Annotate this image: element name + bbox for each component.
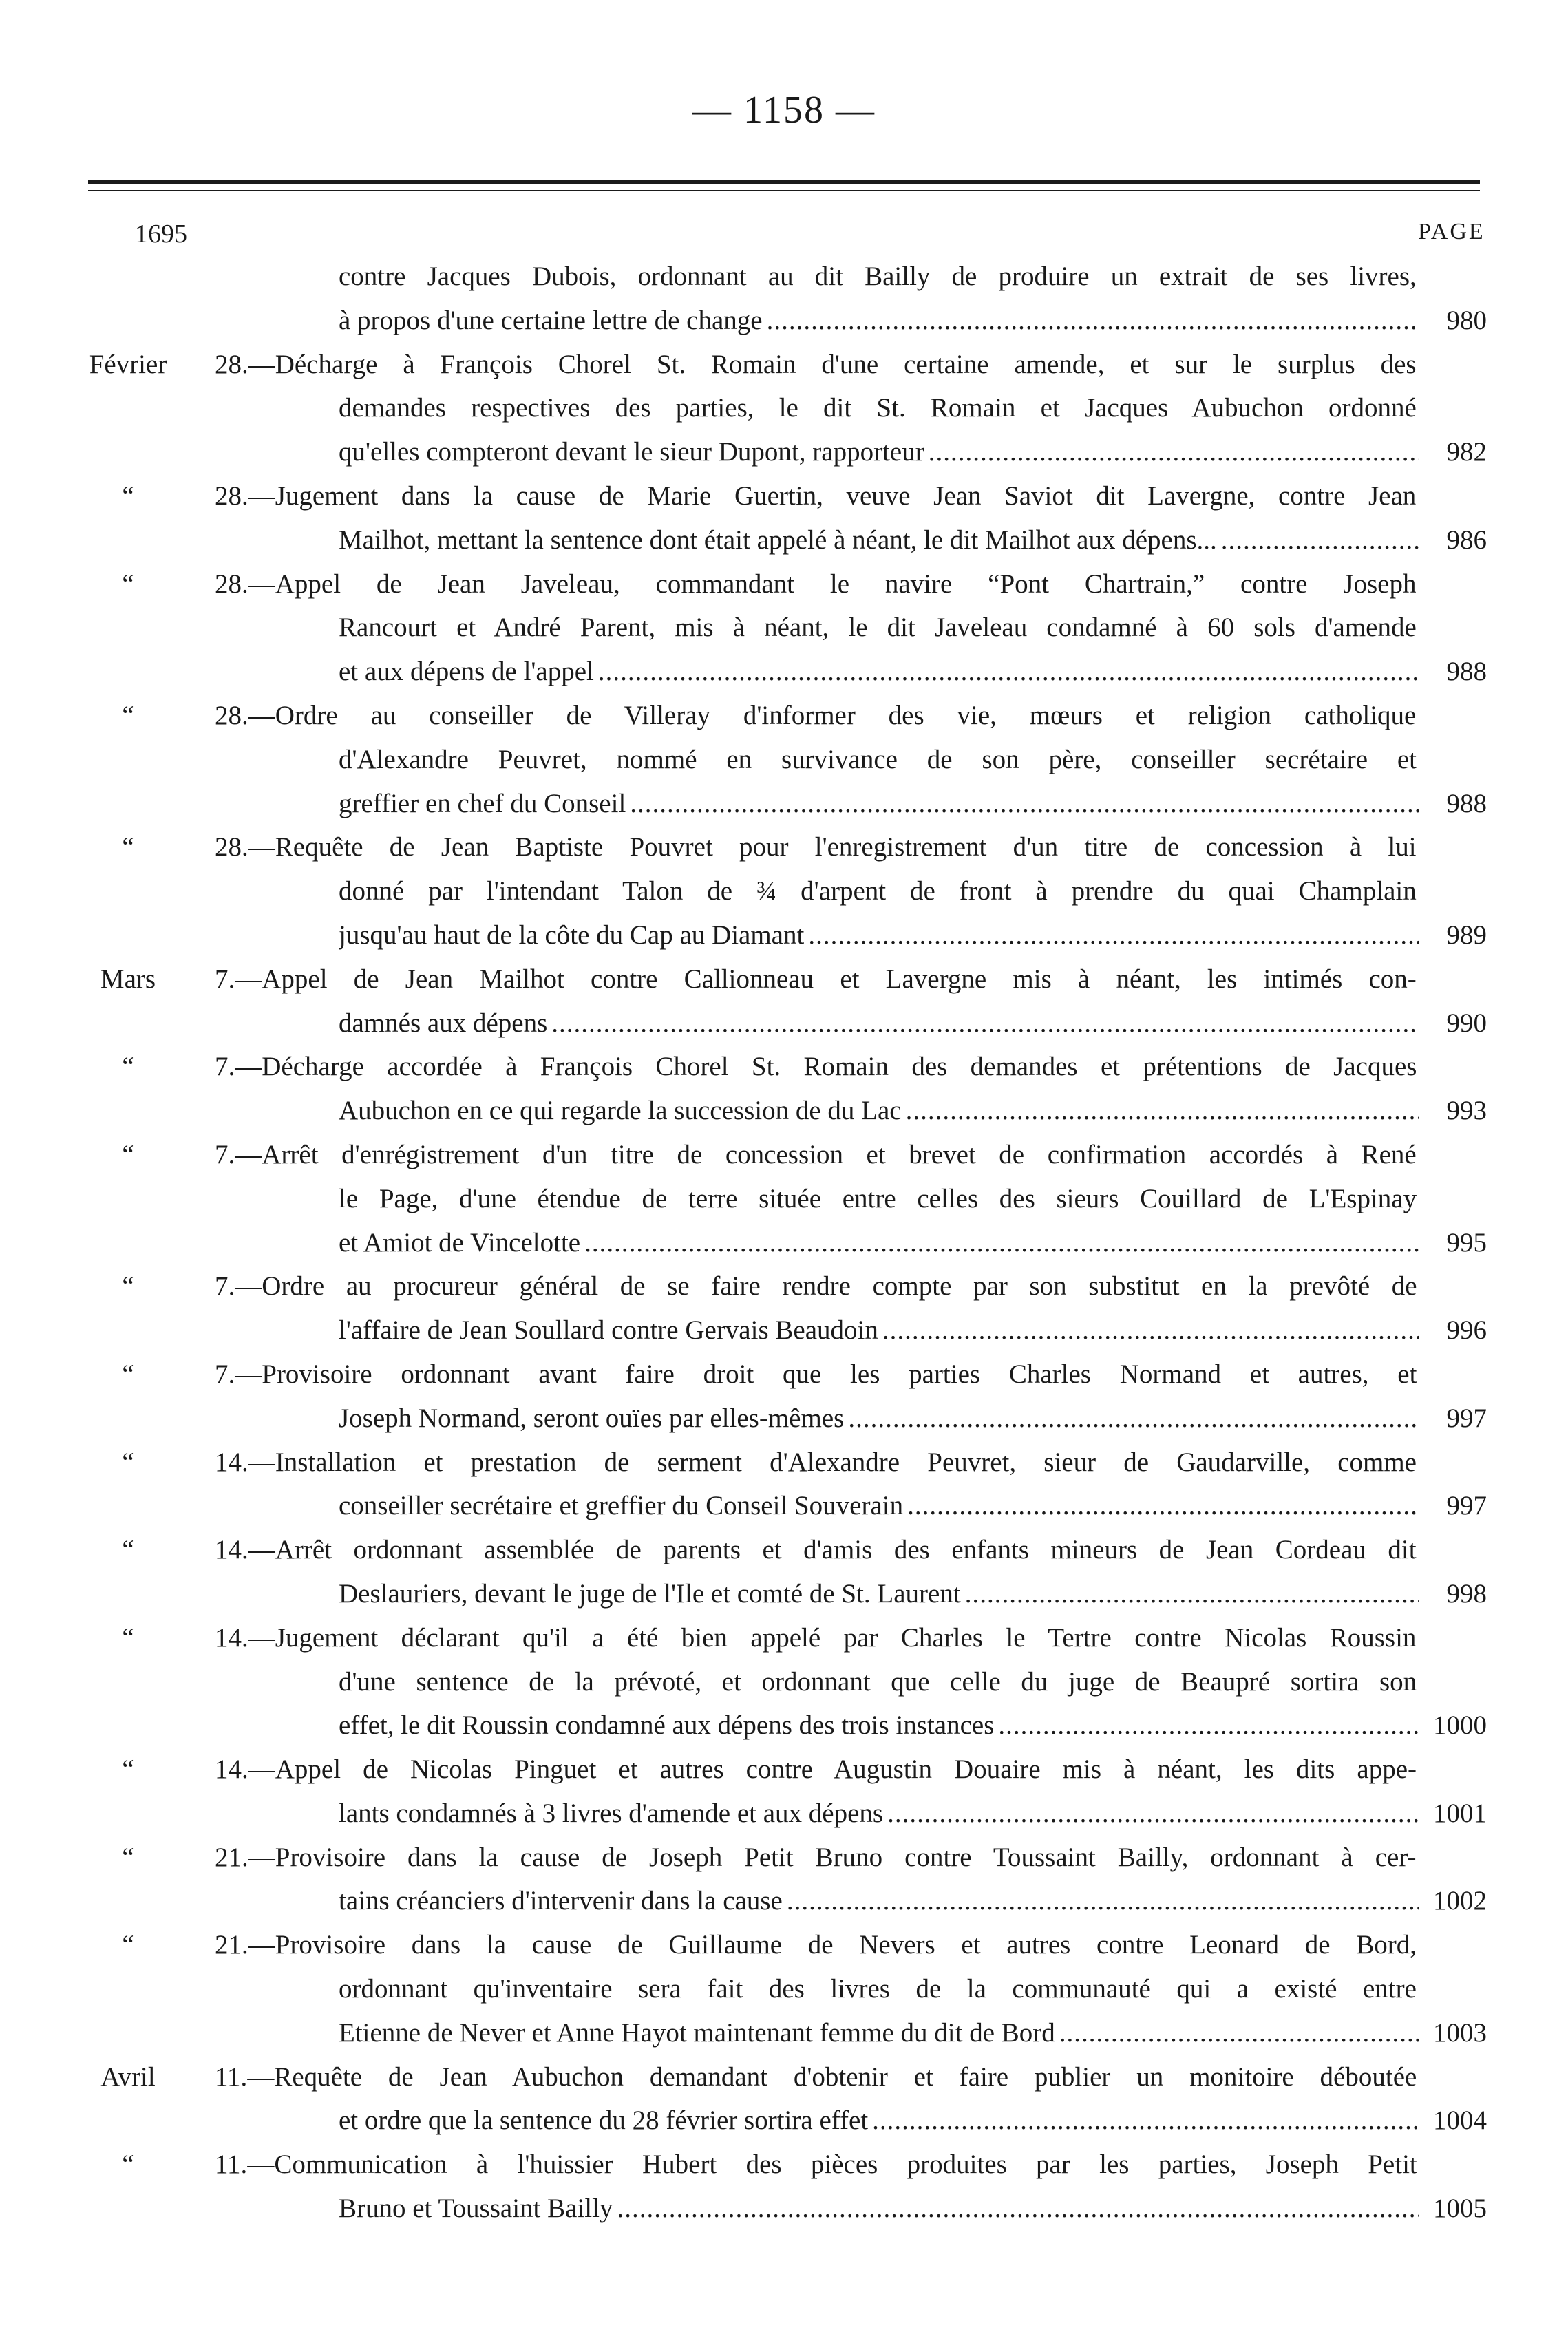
entry-line [0,1397,1568,1441]
dot-leader [887,1792,1419,1836]
entry-month: “ [122,832,134,862]
entry-date: 28. [215,480,248,511]
entry-page-number: 980 [1446,305,1487,335]
entry-text: —Décharge à François Chorel St. Romain d'une certaine amende, et sur le surplus des [248,349,1417,379]
entry-date: 7. [215,1359,235,1389]
entry-page-number: 1005 [1433,2194,1487,2224]
entry-text: —Ordre au conseiller de Villeray d'informer des vie, mœurs et religion catholique [248,700,1417,730]
entry-line [0,1001,1568,1046]
entry-page-number: 988 [1446,657,1487,687]
entry-page-number: 1003 [1433,2017,1487,2048]
entry-line [0,1836,1568,1880]
index-entry [0,1836,1568,1924]
entry-text: à propos d'une certaine lettre de change [339,305,763,335]
entry-line [0,1441,1568,1485]
entry-date: 7. [215,1052,235,1082]
entry-text: —Provisoire ordonnant avant faire droit que les parties Charles Normand et autres, et [235,1359,1417,1389]
dot-leader [617,2187,1419,2231]
index-entry [0,1133,1568,1264]
entry-month: “ [122,1052,134,1082]
entry-text: —Provisoire dans la cause de Guillaume de Nevers et autres contre Leonard de Bord, [248,1930,1417,1960]
index-entry [0,255,1568,343]
header-rule-thin [88,190,1480,191]
entry-line [0,1177,1568,1221]
entry-line [0,2143,1568,2187]
entry-month: “ [122,1930,134,1960]
entry-line [0,1264,1568,1308]
entry-line [0,1572,1568,1616]
entry-text: Etienne de Never et Anne Hayot maintenant femme du dit de Bord [339,2017,1055,2048]
entry-page-number: 997 [1446,1403,1487,1433]
entry-line [0,913,1568,957]
entry-text: damnés aux dépens [339,1008,548,1038]
entry-text: —Appel de Jean Javeleau, commandant le navire “Pont Chartrain,” contre Joseph [248,569,1417,599]
entry-line [0,1748,1568,1792]
dot-leader [630,782,1419,826]
entry-line [0,2011,1568,2055]
entry-line [0,738,1568,782]
entry-page-number: 998 [1446,1578,1487,1609]
index-entry [0,1616,1568,1748]
dot-leader [1221,518,1419,562]
entry-text: —Communication à l'huissier Hubert des pièces produites par les parties, Joseph Petit [247,2150,1417,2180]
entry-text: Aubuchon en ce qui regarde la succession de du Lac [339,1096,902,1126]
index-entry [0,1923,1568,2055]
entry-text: Deslauriers, devant le juge de l'Ile et comté de St. Laurent [339,1578,961,1609]
entry-text: —Ordre au procureur général de se faire rendre compte par son substitut en la prevôté de [235,1271,1417,1302]
dot-leader [598,650,1419,694]
header-rule [88,180,1480,184]
entry-date: 14. [215,1535,248,1565]
entry-line [0,1967,1568,2011]
entry-month: “ [122,480,134,511]
entry-text: lants condamnés à 3 livres d'amende et aux dépens [339,1798,884,1828]
entry-page-number: 982 [1446,437,1487,467]
entry-page-number: 986 [1446,524,1487,555]
index-entries [0,255,1568,2231]
page-number: — 1158 — [692,89,876,131]
entry-line [0,782,1568,826]
entry-text: —Appel de Nicolas Pinguet et autres contre Augustin Douaire mis à néant, les dits appe- [248,1754,1417,1785]
dot-leader [965,1572,1419,1616]
index-entry [0,957,1568,1046]
index-entry [0,694,1568,825]
entry-date: 11. [215,2061,248,2092]
entry-text: effet, le dit Roussin condamné aux dépens des trois instances [339,1710,995,1741]
dot-leader [584,1221,1419,1265]
entry-date: 28. [215,349,248,379]
entry-month: Février [89,349,167,379]
index-entry [0,2143,1568,2231]
entry-month: “ [122,1754,134,1785]
entry-date: 28. [215,569,248,599]
entry-text: —Requête de Jean Baptiste Pouvret pour l'enregistrement d'un titre de concession à lui [248,832,1417,862]
entry-text: l'affaire de Jean Soullard contre Gervais Beaudoin [339,1315,878,1346]
entry-line [0,1792,1568,1836]
dot-leader [872,2099,1419,2143]
entry-line [0,299,1568,343]
entry-text: Rancourt et André Parent, mis à néant, le dit Javeleau condamné à 60 sols d'amende [339,613,1417,643]
entry-text: d'une sentence de la prévoté, et ordonnant que celle du juge de Beaupré sortira son [339,1666,1417,1697]
entry-line [0,1045,1568,1089]
entry-page-number: 1002 [1433,1886,1487,1916]
entry-month: “ [122,1271,134,1302]
entry-page-number: 997 [1446,1491,1487,1521]
entry-text: —Provisoire dans la cause de Joseph Petit Bruno contre Toussaint Bailly, ordonnant à cer- [248,1842,1417,1872]
entry-month: “ [122,1139,134,1169]
entry-month: “ [122,1842,134,1872]
entry-text: demandes respectives des parties, le dit St. Romain et Jacques Aubuchon ordonné [339,393,1417,423]
entry-text: contre Jacques Dubois, ordonnant au dit Bailly de produire un extrait de ses livres, [339,262,1417,291]
entry-text: d'Alexandre Peuvret, nommé en survivance de son père, conseiller secrétaire et [339,744,1417,774]
entry-month: “ [122,1447,134,1477]
entry-month: “ [122,1622,134,1653]
dot-leader [767,299,1419,343]
index-entry [0,825,1568,957]
entry-line [0,474,1568,518]
entry-line [0,957,1568,1001]
entry-text: —Jugement dans la cause de Marie Guertin, veuve Jean Saviot dit Lavergne, contre Jean [248,480,1417,511]
entry-date: 28. [215,700,248,730]
entry-line [0,343,1568,387]
dot-leader [848,1397,1419,1441]
entry-line [0,606,1568,650]
year-heading: 1695 [135,220,187,248]
entry-line [0,650,1568,694]
entry-text: donné par l'intendant Talon de ¾ d'arpent de front à prendre du quai Champlain [339,876,1417,906]
index-entry [0,1528,1568,1616]
entry-page-number: 990 [1446,1008,1487,1038]
entry-text: greffier en chef du Conseil [339,788,626,818]
dot-leader [907,1484,1419,1528]
entry-date: 7. [215,1271,235,1302]
dot-leader [929,430,1419,474]
index-entry [0,1264,1568,1352]
entry-text: tains créanciers d'intervenir dans la cause [339,1886,783,1916]
dot-leader [882,1308,1419,1352]
entry-line [0,1660,1568,1704]
entry-month: Mars [100,964,156,994]
entry-date: 11. [215,2150,248,2180]
entry-line [0,1133,1568,1177]
entry-text: et Amiot de Vincelotte [339,1227,581,1258]
entry-line [0,255,1568,299]
entry-text: —Installation et prestation de serment d'Alexandre Peuvret, sieur de Gaudarville, comme [248,1447,1417,1477]
entry-page-number: 993 [1446,1096,1487,1126]
entry-line [0,562,1568,606]
entry-date: 28. [215,832,248,862]
index-entry [0,1441,1568,1529]
index-entry [0,1352,1568,1441]
entry-page-number: 988 [1446,788,1487,818]
entry-text: conseiller secrétaire et greffier du Conseil Souverain [339,1491,904,1521]
entry-line [0,1352,1568,1397]
entry-line [0,869,1568,913]
entry-page-number: 989 [1446,920,1487,950]
entry-text: et ordre que la sentence du 28 février sortira effet [339,2105,869,2136]
entry-line [0,2187,1568,2231]
entry-line [0,1528,1568,1572]
entry-page-number: 996 [1446,1315,1487,1346]
entry-text: —Jugement déclarant qu'il a été bien appelé par Charles le Tertre contre Nicolas Roussin [248,1622,1417,1653]
entry-month: “ [122,2150,134,2180]
entry-line [0,1221,1568,1265]
entry-page-number: 995 [1446,1227,1487,1258]
entry-text: —Appel de Jean Mailhot contre Callionneau et Lavergne mis à néant, les intimés con- [235,964,1417,994]
entry-date: 14. [215,1447,248,1477]
entry-text: Bruno et Toussaint Bailly [339,2194,613,2224]
entry-text: qu'elles compteront devant le sieur Dupont, rapporteur [339,437,924,467]
entry-text: jusqu'au haut de la côte du Cap au Diamant [339,920,805,950]
entry-month: “ [122,1359,134,1389]
index-entry [0,562,1568,694]
entry-line [0,1616,1568,1660]
dot-leader [1059,2011,1419,2055]
index-entry [0,2055,1568,2143]
index-entry [0,1748,1568,1836]
entry-line [0,1089,1568,1133]
entry-line [0,518,1568,562]
entry-page-number: 1004 [1433,2105,1487,2136]
entry-line [0,430,1568,474]
entry-text: —Requête de Jean Aubuchon demandant d'obtenir et faire publier un monitoire déboutée [247,2061,1417,2092]
entry-text: et aux dépens de l'appel [339,657,594,687]
index-entry [0,343,1568,474]
dot-leader [808,913,1419,957]
entry-date: 14. [215,1622,248,1653]
entry-line [0,386,1568,430]
entry-text: —Arrêt ordonnant assemblée de parents et d'amis des enfants mineurs de Jean Cordeau dit [248,1535,1417,1565]
entry-month: “ [122,569,134,599]
entry-text: —Décharge accordée à François Chorel St. Romain des demandes et prétentions de Jacques [235,1052,1417,1082]
dot-leader [906,1089,1419,1133]
entry-date: 14. [215,1754,248,1785]
entry-text: Joseph Normand, seront ouïes par elles-mêmes [339,1403,845,1433]
entry-line [0,1484,1568,1528]
entry-date: 7. [215,1139,235,1169]
dot-leader [551,1001,1419,1046]
entry-text: —Arrêt d'enrégistrement d'un titre de concession et brevet de confirmation accordés à René [235,1139,1417,1169]
dot-leader [998,1704,1419,1748]
entry-line [0,825,1568,869]
dot-leader [787,1879,1419,1923]
entry-line [0,1923,1568,1967]
index-entry [0,1045,1568,1133]
entry-date: 21. [215,1842,248,1872]
entry-page-number: 1001 [1433,1798,1487,1828]
entry-month: Avril [100,2061,156,2092]
entry-month: “ [122,700,134,730]
entry-date: 21. [215,1930,248,1960]
entry-line [0,1879,1568,1923]
entry-text: Mailhot, mettant la sentence dont était appelé à néant, le dit Mailhot aux dépens... [339,524,1217,555]
page-column-heading: PAGE [1418,219,1485,244]
entry-line [0,1704,1568,1748]
entry-line [0,2099,1568,2143]
entry-month: “ [122,1535,134,1565]
index-entry [0,474,1568,562]
entry-line [0,2055,1568,2099]
entry-page-number: 1000 [1433,1710,1487,1741]
entry-date: 7. [215,964,235,994]
entry-line [0,694,1568,738]
entry-line [0,1308,1568,1352]
entry-text: ordonnant qu'inventaire sera fait des livres de la communauté qui a existé entre [339,1974,1417,2004]
entry-text: le Page, d'une étendue de terre située entre celles des sieurs Couillard de L'Espinay [339,1183,1417,1213]
